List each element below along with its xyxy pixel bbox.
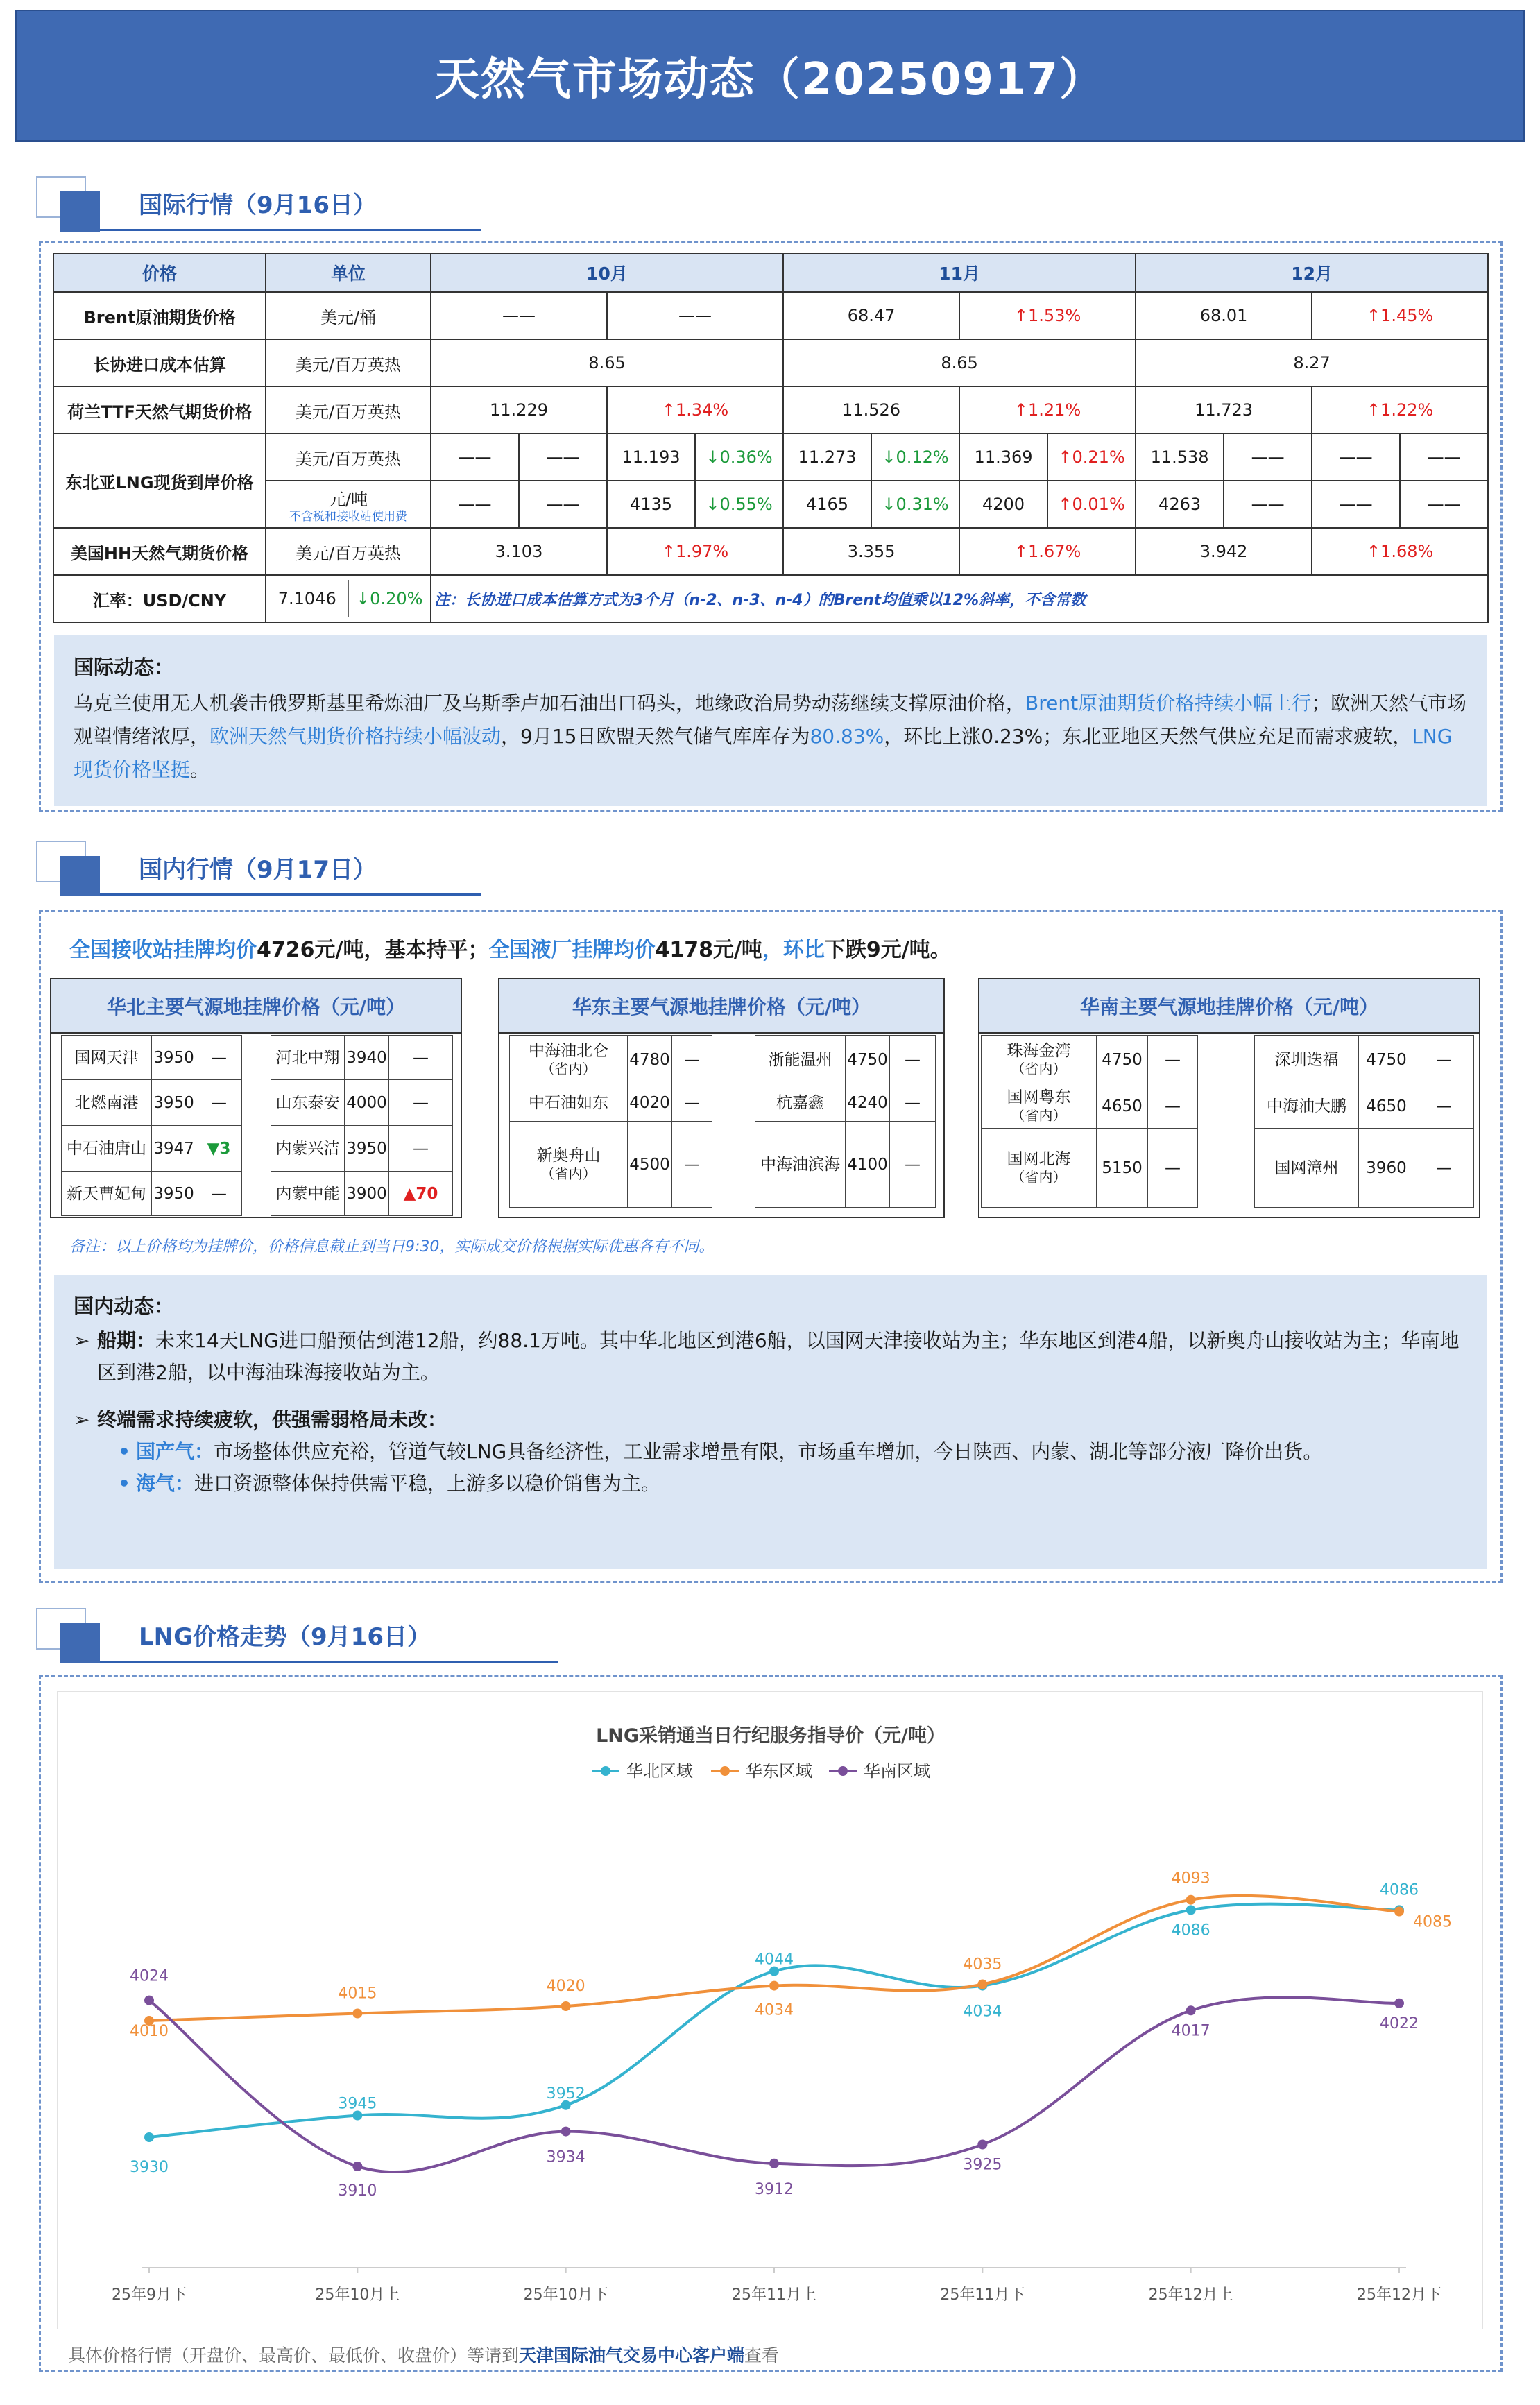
table-header-row	[53, 253, 1488, 292]
data-label: 4022	[1380, 2014, 1419, 2032]
row-unit: 美元/百万英热	[266, 434, 431, 481]
table-row	[510, 1036, 712, 1084]
value-cell: ——	[431, 481, 519, 528]
value-cell: 11.273	[783, 434, 871, 481]
section-underline	[100, 893, 481, 896]
change-cell: ↑0.01%	[1047, 481, 1136, 528]
data-point	[1186, 2005, 1196, 2015]
station-change: ▲70	[389, 1172, 453, 1216]
data-label: 4020	[546, 1978, 585, 1995]
data-label: 3912	[755, 2180, 794, 2198]
section-underline	[100, 229, 481, 231]
row-unit: 美元/百万英热	[266, 339, 431, 386]
region-col-left	[981, 1035, 1198, 1208]
fx-note: 注：长协进口成本估算方式为3个月（n-2、n-3、n-4）的Brent均值乘以12%斜率，不含常数	[431, 575, 1488, 622]
footer-note	[68, 2342, 779, 2367]
data-point	[769, 2159, 779, 2168]
value-cell: 8.65	[783, 339, 1136, 386]
change-cell: ↑1.21%	[959, 386, 1136, 434]
row-unit: 美元/百万英热	[266, 528, 431, 575]
col-header-dec: 12月	[1136, 253, 1488, 292]
legend-label: 华南区域	[864, 1761, 930, 1781]
change-cell: ↑1.45%	[1312, 292, 1488, 339]
table-row	[510, 1084, 712, 1122]
station-name-text: 国网北海	[1007, 1149, 1071, 1168]
news-text: ；欧洲天然气市场观望情绪浓厚，	[74, 692, 1467, 748]
data-label: 4085	[1413, 1913, 1452, 1931]
region-title: 华南主要气源地挂牌价格（元/吨）	[979, 979, 1479, 1034]
station-name	[982, 1084, 1097, 1129]
table-row-ttf	[53, 386, 1488, 434]
station-change: —	[1414, 1084, 1474, 1129]
arrow-bullet-icon: ➢	[74, 1329, 90, 1352]
news-item-label: 船期：	[97, 1329, 156, 1352]
bullet-dot-icon: •	[118, 1440, 130, 1463]
data-point	[1186, 1905, 1196, 1915]
station-name: 山东泰安	[271, 1080, 345, 1126]
station-price: 3960	[1359, 1129, 1414, 1208]
intl-price-table	[53, 253, 1489, 623]
data-point	[144, 2132, 154, 2142]
table-row	[271, 1172, 453, 1216]
region-col-right	[755, 1035, 936, 1208]
data-point	[561, 2127, 571, 2137]
data-label: 3945	[338, 2095, 377, 2113]
x-tick-label: 25年10月上	[315, 2286, 400, 2304]
station-price: 3900	[345, 1172, 389, 1216]
col-header-unit: 单位	[266, 253, 431, 292]
row-unit: 美元/百万英热	[266, 386, 431, 434]
value-cell: ——	[1400, 434, 1488, 481]
station-name-text: 新奥舟山	[536, 1146, 601, 1165]
value-cell: 8.65	[431, 339, 783, 386]
table-row	[1255, 1036, 1474, 1084]
station-name: 中石油如东	[510, 1084, 628, 1122]
table-row	[982, 1129, 1198, 1208]
x-tick-label: 25年11月下	[940, 2286, 1025, 2304]
news-text: 乌克兰使用无人机袭击俄罗斯基里希炼油厂及乌斯季卢加石油出口码头，地缘政治局势动荡继续支撑原油价格，	[74, 692, 1026, 714]
data-label: 4017	[1171, 2022, 1210, 2040]
section-filled-square	[60, 191, 100, 232]
data-point	[977, 2140, 987, 2150]
value-cell: 8.27	[1136, 339, 1488, 386]
value-cell: 3.355	[783, 528, 959, 575]
legend-marker	[601, 1766, 610, 1776]
station-name: 中海油滨海	[755, 1122, 846, 1208]
value-cell: ——	[1224, 481, 1312, 528]
region-col-right	[271, 1035, 453, 1216]
news-subitem-label: 国产气：	[136, 1440, 214, 1463]
table-row-hh	[53, 528, 1488, 575]
station-province: （省内）	[540, 1060, 597, 1077]
news-highlight: LNG现货价格坚挺	[74, 725, 1453, 781]
value-cell: ——	[431, 434, 519, 481]
station-name: 北燃南港	[62, 1080, 152, 1126]
station-price: 3950	[152, 1172, 196, 1216]
region-title: 华东主要气源地挂牌价格（元/吨）	[499, 979, 943, 1034]
intl-news-title: 国际动态：	[74, 656, 175, 679]
value-cell: 68.01	[1136, 292, 1312, 339]
station-name	[982, 1129, 1097, 1208]
fx-change: ↓0.20%	[356, 589, 423, 608]
station-name: 国网漳州	[1255, 1129, 1359, 1208]
summary-label: ，环比	[762, 938, 825, 962]
table-row	[755, 1084, 936, 1122]
station-change: —	[389, 1126, 453, 1172]
change-cell: ↑0.21%	[1047, 434, 1136, 481]
station-name-text: 中海油北仑	[529, 1041, 608, 1060]
change-cell: ↑1.22%	[1312, 386, 1488, 434]
change-cell: ↓0.12%	[871, 434, 959, 481]
station-change: —	[1414, 1036, 1474, 1084]
table-row-changxie	[53, 339, 1488, 386]
station-price: 4500	[628, 1122, 672, 1208]
station-price: 4750	[1097, 1036, 1148, 1084]
data-point	[561, 2001, 571, 2011]
value-cell: ——	[519, 481, 607, 528]
value-cell: ——	[431, 292, 607, 339]
station-name: 浙能温州	[755, 1036, 846, 1084]
table-row-nea-usd	[53, 434, 1488, 481]
station-price: 4780	[628, 1036, 672, 1084]
table-row	[271, 1126, 453, 1172]
station-change: ▼3	[196, 1126, 242, 1172]
news-item-text: 未来14天LNG进口船预估到港12船，约88.1万吨。其中华北地区到港6船，以国网天津接收站为主；华东地区到港4船，以新奥舟山接收站为主；华南地区到港2船，以中海油珠海接收站为主。	[97, 1329, 1460, 1384]
station-name	[982, 1036, 1097, 1084]
value-cell: ——	[1312, 434, 1400, 481]
region-north	[50, 978, 462, 1218]
section-title-lng: LNG价格走势（9月16日）	[139, 1623, 431, 1651]
data-label: 4035	[963, 1955, 1002, 1974]
section-header-lng	[14, 1608, 541, 1663]
chart-series	[130, 1870, 1452, 2200]
station-name: 中石油唐山	[62, 1126, 152, 1172]
station-price: 3950	[345, 1126, 389, 1172]
station-price: 3950	[152, 1080, 196, 1126]
legend-marker	[720, 1766, 730, 1776]
summary-value: 4178元/吨	[655, 938, 762, 962]
data-label: 4010	[130, 2023, 169, 2040]
station-price: 5150	[1097, 1129, 1148, 1208]
table-row	[1255, 1129, 1474, 1208]
station-province: （省内）	[540, 1165, 597, 1182]
station-province: （省内）	[1011, 1106, 1067, 1124]
data-point	[1186, 1895, 1196, 1905]
value-cell: 4263	[1136, 481, 1224, 528]
data-label: 3930	[130, 2159, 169, 2176]
news-highlight: Brent原油期货价格持续小幅上行	[1025, 692, 1312, 714]
col-header-nov: 11月	[783, 253, 1136, 292]
station-price: 3947	[152, 1126, 196, 1172]
change-cell: ↑1.34%	[607, 386, 783, 434]
section-header-intl	[14, 176, 472, 232]
news-item-demand	[74, 1404, 1468, 1436]
x-tick-label: 25年12月下	[1357, 2286, 1441, 2304]
domestic-summary	[69, 932, 951, 963]
series-line-1	[149, 1904, 1399, 2137]
fx-value: 7.1046	[266, 580, 349, 617]
domestic-news-title: 国内动态：	[74, 1294, 175, 1318]
fx-cell	[266, 575, 431, 622]
data-point	[144, 1996, 154, 2005]
data-point	[769, 1981, 779, 1991]
table-row	[271, 1080, 453, 1126]
col-header-price: 价格	[53, 253, 266, 292]
table-row	[755, 1036, 936, 1084]
station-price: 4240	[846, 1084, 890, 1122]
legend-label: 华东区域	[746, 1761, 812, 1781]
station-price: 4650	[1359, 1084, 1414, 1129]
bullet-dot-icon: •	[118, 1472, 130, 1495]
table-row	[271, 1036, 453, 1080]
x-tick-label: 25年11月上	[732, 2286, 816, 2304]
col-header-oct: 10月	[431, 253, 783, 292]
footer-text: 具体价格行情（开盘价、最高价、最低价、收盘价）等请到	[68, 2345, 520, 2365]
section-underline	[100, 1661, 558, 1663]
value-cell: ——	[1400, 481, 1488, 528]
change-cell: ↑1.68%	[1312, 528, 1488, 575]
station-name: 内蒙中能	[271, 1172, 345, 1216]
arrow-bullet-icon: ➢	[74, 1408, 90, 1431]
summary-value: 4726元/吨，基本持平；	[257, 938, 489, 962]
station-province: （省内）	[1011, 1168, 1067, 1186]
row-label: 荷兰TTF天然气期货价格	[53, 386, 266, 434]
domestic-news-box	[54, 1275, 1487, 1569]
value-cell: 4135	[607, 481, 695, 528]
station-name-text: 珠海金湾	[1007, 1041, 1071, 1060]
page-title: 天然气市场动态（20250917）	[15, 10, 1525, 142]
news-subitem-sea-gas	[74, 1468, 1468, 1500]
table-row	[1255, 1084, 1474, 1129]
row-unit: 美元/桶	[266, 292, 431, 339]
station-change: —	[196, 1036, 242, 1080]
change-cell: ↓0.31%	[871, 481, 959, 528]
chart-legend	[592, 1761, 930, 1781]
table-row	[982, 1084, 1198, 1129]
table-row	[982, 1036, 1198, 1084]
data-label: 3925	[963, 2156, 1002, 2174]
table-row	[510, 1122, 712, 1208]
news-subitem-domestic-gas	[74, 1436, 1468, 1468]
client-link[interactable]: 天津国际油气交易中心客户端	[519, 2345, 745, 2365]
chart-title: LNG采销通当日行纪服务指导价（元/吨）	[596, 1725, 946, 1747]
station-change: —	[672, 1036, 712, 1084]
x-tick-label: 25年10月下	[523, 2286, 608, 2304]
data-label: 4024	[130, 1967, 169, 1985]
change-cell: ↓0.36%	[695, 434, 783, 481]
station-price: 3940	[345, 1036, 389, 1080]
station-price: 4100	[846, 1122, 890, 1208]
series-line-3	[149, 1997, 1399, 2172]
lng-chart-container	[57, 1691, 1483, 2329]
table-row	[62, 1126, 242, 1172]
station-change: —	[890, 1084, 936, 1122]
table-row-fx	[53, 575, 1488, 622]
station-change: —	[1148, 1036, 1198, 1084]
data-label: 3952	[546, 2085, 585, 2103]
table-row-brent	[53, 292, 1488, 339]
value-cell: 11.369	[959, 434, 1047, 481]
station-change: —	[1148, 1084, 1198, 1129]
lng-line-chart	[58, 1692, 1484, 2330]
station-name	[510, 1036, 628, 1084]
section-filled-square	[60, 1623, 100, 1663]
station-name: 深圳迭福	[1255, 1036, 1359, 1084]
data-point	[977, 1980, 987, 1989]
table-row	[62, 1080, 242, 1126]
chart-x-axis	[112, 2268, 1441, 2304]
section-title-intl: 国际行情（9月16日）	[139, 191, 377, 219]
value-cell: ——	[1312, 481, 1400, 528]
section-title-domestic: 国内行情（9月17日）	[139, 856, 377, 884]
news-text: ，环比上涨0.23%；东北亚地区天然气供应充足而需求疲软，	[884, 725, 1412, 748]
value-cell: 4200	[959, 481, 1047, 528]
station-name: 河北中翔	[271, 1036, 345, 1080]
section-filled-square	[60, 856, 100, 896]
station-change: —	[389, 1036, 453, 1080]
value-cell: 11.229	[431, 386, 607, 434]
value-cell: 11.538	[1136, 434, 1224, 481]
station-price: 3950	[152, 1036, 196, 1080]
region-south	[978, 978, 1480, 1218]
station-change: —	[1414, 1129, 1474, 1208]
station-change: —	[672, 1122, 712, 1208]
legend-marker	[838, 1766, 848, 1776]
station-change: —	[890, 1122, 936, 1208]
x-tick-label: 25年12月上	[1148, 2286, 1233, 2304]
region-title: 华北主要气源地挂牌价格（元/吨）	[51, 979, 461, 1034]
unit-text: 元/吨	[328, 489, 368, 509]
news-text: ，9月15日欧盟天然气储气库库存为	[501, 725, 810, 748]
fx-label: 汇率：USD/CNY	[53, 575, 266, 622]
station-change: —	[389, 1080, 453, 1126]
table-row-nea-cny	[53, 481, 1488, 528]
station-price: 4000	[345, 1080, 389, 1126]
news-subitem-label: 海气：	[136, 1472, 195, 1495]
news-highlight: 80.83%	[810, 725, 884, 748]
value-cell: 11.723	[1136, 386, 1312, 434]
data-label: 4044	[755, 1951, 794, 1969]
station-province: （省内）	[1011, 1060, 1067, 1077]
station-name: 内蒙兴洁	[271, 1126, 345, 1172]
data-label: 3910	[338, 2182, 377, 2200]
station-name: 国网天津	[62, 1036, 152, 1080]
data-label: 4086	[1380, 1881, 1419, 1899]
region-col-right	[1254, 1035, 1474, 1208]
station-change: —	[196, 1080, 242, 1126]
legend-label: 华北区域	[626, 1761, 693, 1781]
change-cell: ↑1.53%	[959, 292, 1136, 339]
data-point	[1394, 1999, 1404, 2008]
station-name: 中海油大鹏	[1255, 1084, 1359, 1129]
news-highlight: 欧洲天然气期货价格持续小幅波动	[209, 725, 502, 748]
change-cell: ↓0.55%	[695, 481, 783, 528]
station-name: 新天曹妃甸	[62, 1172, 152, 1216]
station-price: 4750	[1359, 1036, 1414, 1084]
station-price: 4650	[1097, 1084, 1148, 1129]
summary-label: 全国接收站挂牌均价	[69, 938, 257, 962]
value-cell: ——	[1224, 434, 1312, 481]
region-east	[498, 978, 945, 1218]
value-cell: 11.526	[783, 386, 959, 434]
station-change: —	[890, 1036, 936, 1084]
row-label: 美国HH天然气期货价格	[53, 528, 266, 575]
station-change: —	[672, 1084, 712, 1122]
value-cell: 3.942	[1136, 528, 1312, 575]
value-cell: 68.47	[783, 292, 959, 339]
row-unit	[266, 481, 431, 528]
news-item-label: 终端需求持续疲软，供强需弱格局未改：	[97, 1408, 447, 1431]
table-row	[62, 1172, 242, 1216]
row-label: 长协进口成本估算	[53, 339, 266, 386]
summary-label: 全国液厂挂牌均价	[488, 938, 656, 962]
change-cell: ↑1.67%	[959, 528, 1136, 575]
station-change: —	[1148, 1129, 1198, 1208]
value-cell: ——	[519, 434, 607, 481]
data-label: 4034	[963, 2003, 1002, 2021]
intl-news-box	[54, 635, 1487, 806]
news-item-shipping	[74, 1325, 1468, 1389]
news-text: 。	[190, 758, 210, 781]
data-point	[1394, 1907, 1404, 1917]
data-label: 4086	[1171, 1922, 1210, 1940]
data-point	[352, 2009, 362, 2019]
region-col-left	[509, 1035, 712, 1208]
row-label: 东北亚LNG现货到岸价格	[53, 434, 266, 528]
unit-note: 不含税和接收站使用费	[289, 509, 407, 524]
region-col-left	[61, 1035, 242, 1216]
station-price: 4750	[846, 1036, 890, 1084]
news-subitem-text: 市场整体供应充裕，管道气较LNG具备经济性，工业需求增量有限，市场重车增加，今日陕西、内蒙、湖北等部分液厂降价出货。	[214, 1440, 1323, 1463]
data-label: 4093	[1171, 1869, 1210, 1888]
summary-value: 下跌9元/吨。	[824, 938, 951, 962]
intl-news-text	[74, 687, 1468, 787]
station-price: 4020	[628, 1084, 672, 1122]
x-tick-label: 25年9月下	[112, 2286, 187, 2304]
station-name-text: 国网粤东	[1007, 1088, 1071, 1106]
change-cell: ——	[607, 292, 783, 339]
data-point	[352, 2162, 362, 2171]
data-label: 4034	[755, 2001, 794, 2019]
station-change: —	[196, 1172, 242, 1216]
footer-text: 查看	[744, 2345, 780, 2365]
value-cell: 4165	[783, 481, 871, 528]
change-cell: ↑1.97%	[607, 528, 783, 575]
station-name: 杭嘉鑫	[755, 1084, 846, 1122]
table-row	[755, 1122, 936, 1208]
station-name	[510, 1122, 628, 1208]
price-remark: 备注：以上价格均为挂牌价，价格信息截止到当日9:30，实际成交价格根据实际优惠各有不同。	[69, 1238, 715, 1256]
row-label: Brent原油期货价格	[53, 292, 266, 339]
data-label: 4015	[338, 1985, 377, 2003]
news-subitem-text: 进口资源整体保持供需平稳，上游多以稳价销售为主。	[194, 1472, 661, 1495]
section-header-domestic	[14, 841, 472, 896]
data-label: 3934	[546, 2148, 585, 2166]
value-cell: 11.193	[607, 434, 695, 481]
value-cell: 3.103	[431, 528, 607, 575]
table-row	[62, 1036, 242, 1080]
